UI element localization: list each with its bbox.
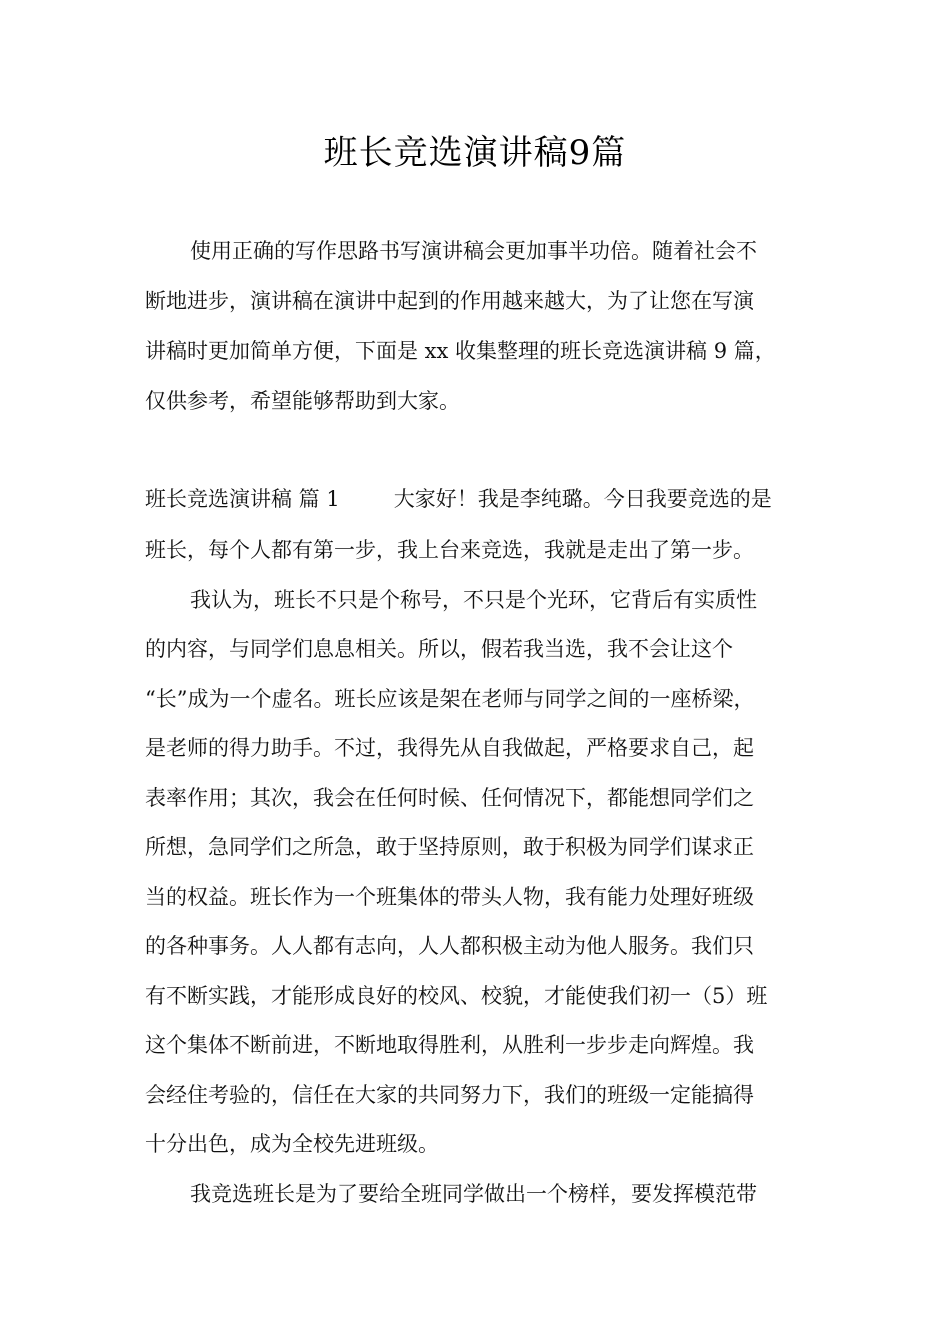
body-line: 表率作用；其次，我会在任何时候、任何情况下，都能想同学们之: [145, 786, 754, 810]
document-title: 班长竞选演讲稿9篇: [323, 133, 627, 173]
body-line: 我竞选班长是为了要给全班同学做出一个榜样，要发挥模范带: [190, 1182, 757, 1206]
body-line: 会经住考验的，信任在大家的共同努力下，我们的班级一定能搞得: [145, 1083, 754, 1107]
body-line: 所想，急同学们之所急，敢于坚持原则，敢于积极为同学们谋求正: [145, 835, 754, 859]
section-first-line: [145, 484, 772, 514]
body-line: 是老师的得力助手。不过，我得先从自我做起，严格要求自己，起: [145, 736, 754, 760]
intro-line: 讲稿时更加简单方便，下面是 xx 收集整理的班长竞选演讲稿 9 篇，: [145, 339, 776, 363]
intro-line: 仅供参考，希望能够帮助到大家。: [145, 389, 460, 413]
section-heading: 班长竞选演讲稿 篇 1: [145, 487, 340, 511]
body-line: 班长，每个人都有第一步，我上台来竞选，我就是走出了第一步。: [145, 538, 754, 562]
body-line: 的各种事务。人人都有志向，人人都积极主动为他人服务。我们只: [145, 934, 754, 958]
body-line: “长”成为一个虚名。班长应该是架在老师与同学之间的一座桥梁，: [145, 687, 755, 711]
body-line: 有不断实践，才能形成良好的校风、校貌，才能使我们初一（5）班: [145, 984, 768, 1008]
body-line: 的内容，与同学们息息相关。所以，假若我当选，我不会让这个: [145, 637, 733, 661]
intro-line: 使用正确的写作思路书写演讲稿会更加事半功倍。随着社会不: [190, 239, 757, 263]
body-line: 十分出色，成为全校先进班级。: [145, 1132, 439, 1156]
body-line: 我认为，班长不只是个称号，不只是个光环，它背后有实质性: [190, 588, 757, 612]
body-line: 这个集体不断前进，不断地取得胜利，从胜利一步步走向辉煌。我: [145, 1033, 754, 1057]
body-line: 当的权益。班长作为一个班集体的带头人物，我有能力处理好班级: [145, 885, 754, 909]
intro-line: 断地进步，演讲稿在演讲中起到的作用越来越大，为了让您在写演: [145, 289, 754, 313]
section-opening-text: 大家好！我是李纯璐。今日我要竞选的是: [393, 487, 772, 511]
